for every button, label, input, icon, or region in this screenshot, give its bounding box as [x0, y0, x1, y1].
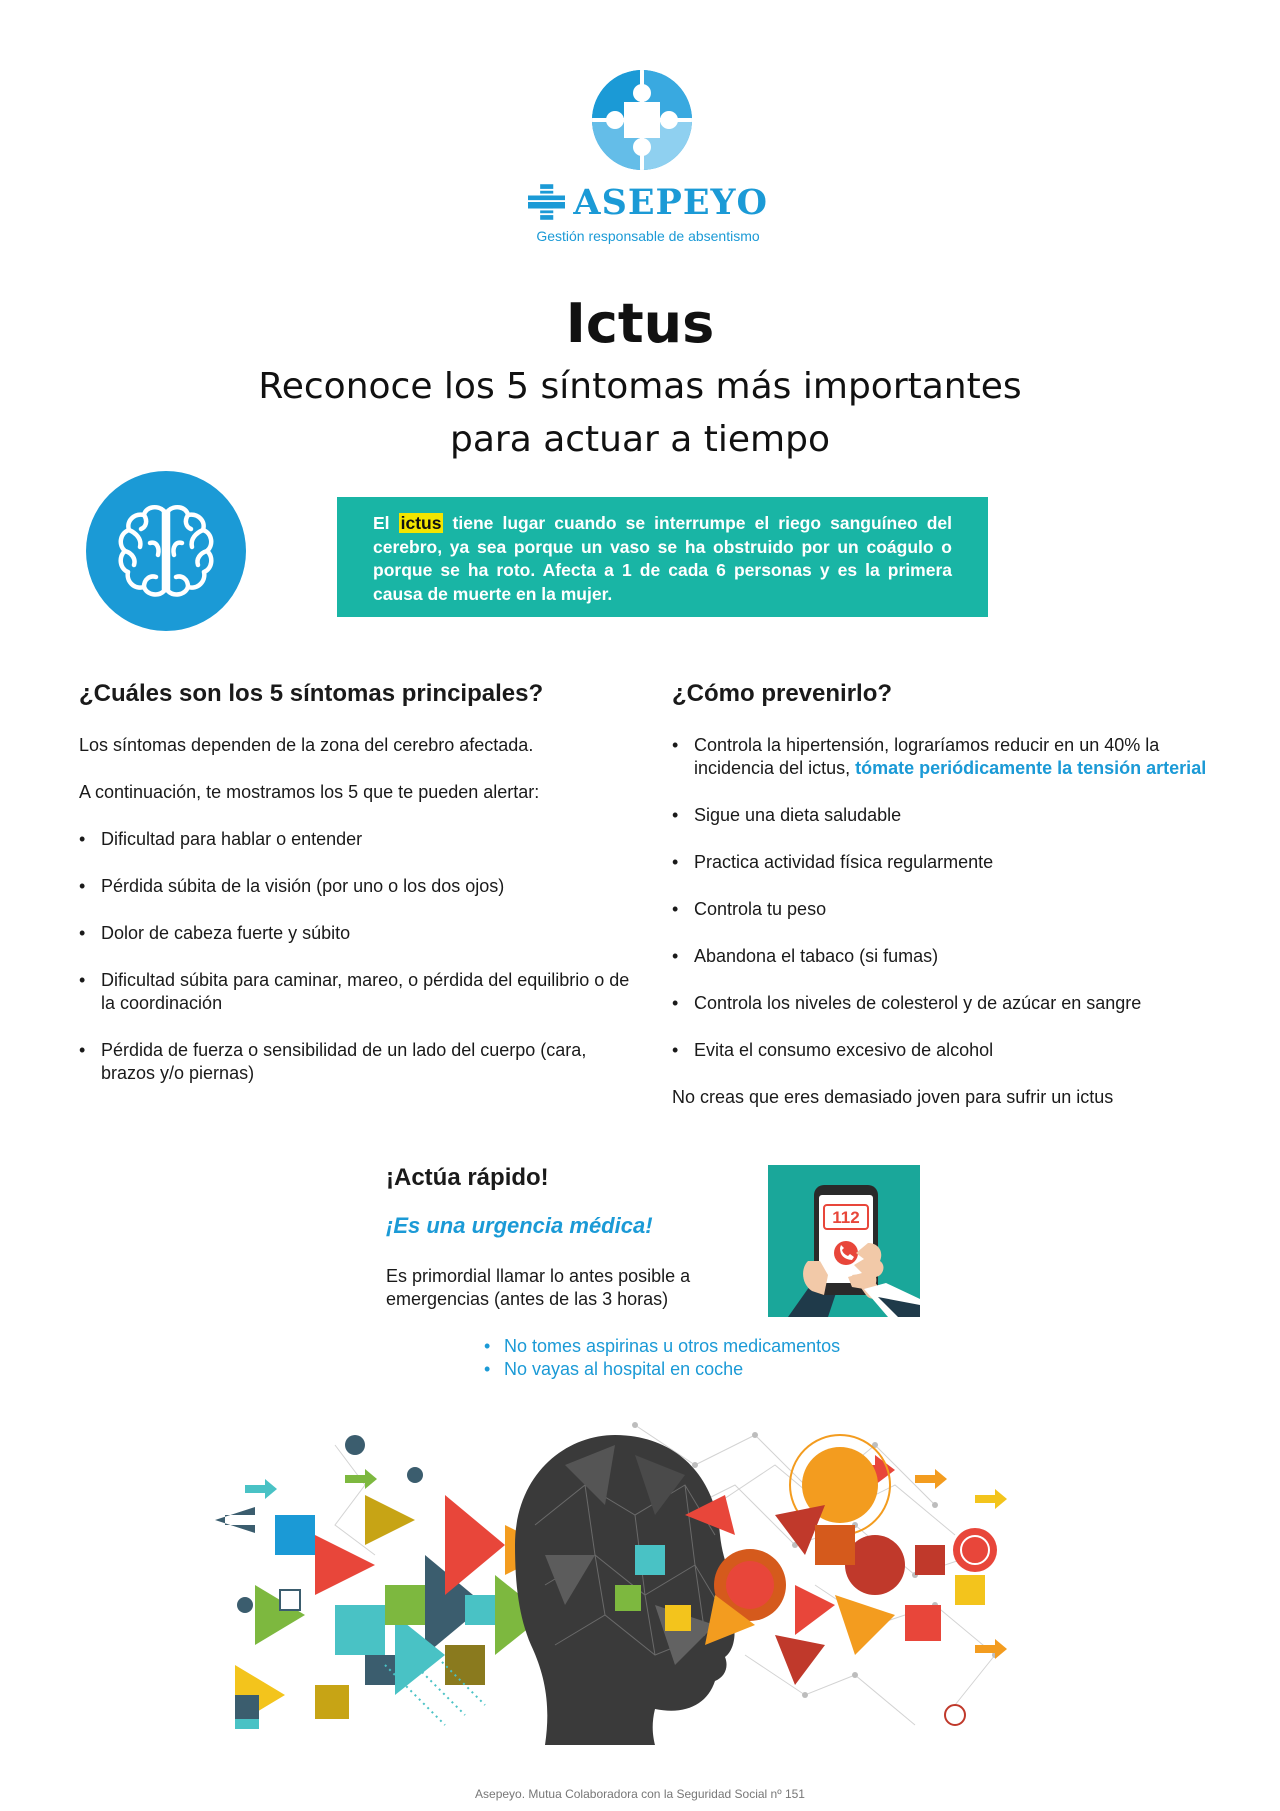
symptoms-heading: ¿Cuáles son los 5 síntomas principales?	[79, 680, 544, 707]
prevention-item: • Controla los niveles de colesterol y de azúcar en sangre	[672, 992, 1212, 1015]
phone-112-illustration	[768, 1165, 920, 1317]
prevention-item: • Practica actividad física regularmente	[672, 851, 1212, 874]
brand-logo	[528, 182, 768, 222]
subtitle-line-2: para actuar a tiempo	[449, 419, 831, 460]
page-subtitle	[0, 360, 1280, 466]
brain-technology-illustration	[215, 1405, 1035, 1745]
symptom-item: • Dolor de cabeza fuerte y súbito	[79, 922, 639, 945]
prevention-item: • Controla tu peso	[672, 898, 1212, 921]
intro-text-box	[337, 497, 988, 617]
prevention-list	[672, 734, 1212, 1062]
phone-number-112: 112	[832, 1208, 860, 1227]
blood-pressure-link: tómate periódicamente la tensión arterial	[855, 758, 1207, 778]
prevention-item: • Abandona el tabaco (si fumas)	[672, 945, 1212, 968]
page-title: Ictus	[565, 292, 715, 355]
symptom-item: • Pérdida de fuerza o sensibilidad de un lado del cuerpo (cara, brazos y/o piernas)	[79, 1039, 639, 1085]
symptoms-paragraph-2: A continuación, te mostramos los 5 que te pueden alertar:	[79, 782, 540, 802]
prevention-heading: ¿Cómo prevenirlo?	[672, 680, 893, 707]
warning-item: • No tomes aspirinas u otros medicamentos	[484, 1335, 840, 1358]
call-emergency-text: Es primordial llamar lo antes posible a emergencias (antes de las 3 horas)	[386, 1266, 691, 1309]
symptom-item: • Dificultad para hablar o entender	[79, 828, 639, 851]
emergency-warnings-list	[484, 1335, 840, 1381]
symptoms-paragraph-1: Los síntomas dependen de la zona del cerebro afectada.	[79, 735, 534, 755]
symptom-item: • Pérdida súbita de la visión (por uno o los dos ojos)	[79, 875, 639, 898]
prevention-item-text: Controla la hipertensión, lograríamos reducir en un 40% la incidencia del ictus,	[694, 735, 1160, 778]
intro-text-start: El	[373, 513, 399, 533]
medical-urgency-text: ¡Es una urgencia médica!	[386, 1213, 653, 1238]
prevention-item: • Sigue una dieta saludable	[672, 804, 1212, 827]
symptoms-section	[79, 680, 639, 1109]
subtitle-line-1: Reconoce los 5 síntomas más importantes	[258, 366, 1022, 407]
prevention-item-hypertension	[672, 734, 1212, 780]
brain-icon-circle	[86, 471, 246, 631]
intro-highlight-ictus: ictus	[400, 513, 442, 533]
prevention-item: • Evita el consumo excesivo de alcohol	[672, 1039, 1212, 1062]
phone-icon	[768, 1165, 920, 1317]
symptoms-list	[79, 828, 639, 1085]
brand-cross-icon	[528, 183, 565, 221]
footer-text: Asepeyo. Mutua Colaboradora con la Seguridad Social nº 151	[475, 1787, 805, 1801]
brand-tagline: Gestión responsable de absentismo	[536, 228, 760, 244]
prevention-section	[672, 680, 1212, 1133]
symptom-item: • Dificultad súbita para caminar, mareo, o pérdida del equilibrio o de la coordinación	[79, 969, 639, 1015]
brand-name: ASEPEYO	[573, 181, 768, 223]
warning-item: • No vayas al hospital en coche	[484, 1358, 840, 1381]
asepeyo-puzzle-logo-icon	[590, 68, 694, 172]
intro-text-rest: tiene lugar cuando se interrumpe el riego sanguíneo del cerebro, ya sea porque un vaso se ha obstruido por un coágulo o porque se ha roto. Afecta a 1 de cada 6 personas y es la primera causa de muerte en la mujer.	[373, 513, 952, 604]
prevention-closing: No creas que eres demasiado joven para sufrir un ictus	[672, 1087, 1114, 1107]
brain-icon	[114, 503, 218, 599]
act-fast-heading: ¡Actúa rápido!	[386, 1164, 549, 1191]
